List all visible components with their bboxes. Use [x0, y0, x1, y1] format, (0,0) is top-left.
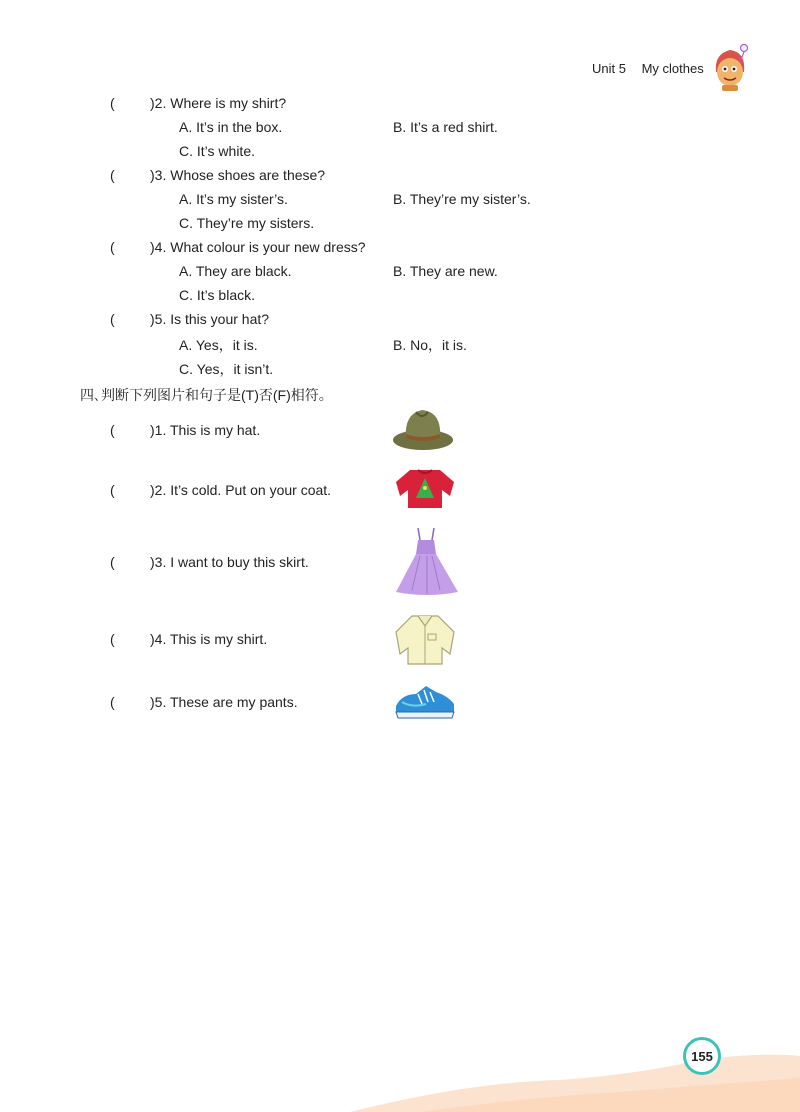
option-b: B. No，it is. — [393, 337, 467, 353]
question-text: )4. What colour is your new dress? — [150, 239, 366, 255]
answer-paren: ( — [110, 631, 115, 647]
option-a: A. It’s my sister’s. — [179, 191, 288, 207]
option-c: C. Yes，it isn’t. — [179, 361, 274, 377]
option-a: A. They are black. — [179, 263, 292, 279]
answer-paren: ( — [110, 95, 115, 111]
option-c: C. They’re my sisters. — [179, 215, 315, 231]
sneakers-icon — [392, 682, 458, 724]
statement-text: )2. It’s cold. Put on your coat. — [150, 482, 332, 498]
purple-dress-icon — [394, 526, 460, 596]
question-text: )5. Is this your hat? — [150, 311, 270, 327]
statement-text: )1. This is my hat. — [150, 422, 261, 438]
page-number: 155 — [683, 1037, 721, 1075]
option-a: A. Yes，it is. — [179, 337, 258, 353]
answer-paren: ( — [110, 167, 115, 183]
question-text: )3. Whose shoes are these? — [150, 167, 326, 183]
section-heading: 四､判断下列图片和句子是(T)否(F)相符。 — [80, 387, 333, 403]
option-b: B. They are new. — [393, 263, 498, 279]
shirt-icon — [392, 610, 458, 666]
running-header — [592, 61, 704, 76]
answer-paren: ( — [110, 482, 115, 498]
cartoon-mascot-icon — [710, 42, 754, 92]
answer-paren: ( — [110, 554, 115, 570]
statement-text: )4. This is my shirt. — [150, 631, 268, 647]
option-b: B. It’s a red shirt. — [393, 119, 498, 135]
answer-paren: ( — [110, 422, 115, 438]
answer-paren: ( — [110, 694, 115, 710]
statement-text: )3. I want to buy this skirt. — [150, 554, 309, 570]
unit-title: My clothes — [641, 61, 704, 76]
option-c: C. It’s black. — [179, 287, 255, 303]
red-sweater-icon — [392, 466, 458, 512]
option-b: B. They’re my sister’s. — [393, 191, 531, 207]
unit-label: Unit 5 — [592, 61, 626, 76]
question-text: )2. Where is my shirt? — [150, 95, 287, 111]
answer-paren: ( — [110, 311, 115, 327]
statement-text: )5. These are my pants. — [150, 694, 298, 710]
option-c: C. It’s white. — [179, 143, 255, 159]
option-a: A. It’s in the box. — [179, 119, 283, 135]
hat-icon — [392, 404, 454, 454]
footer-wave-decoration — [0, 1022, 800, 1112]
answer-paren: ( — [110, 239, 115, 255]
